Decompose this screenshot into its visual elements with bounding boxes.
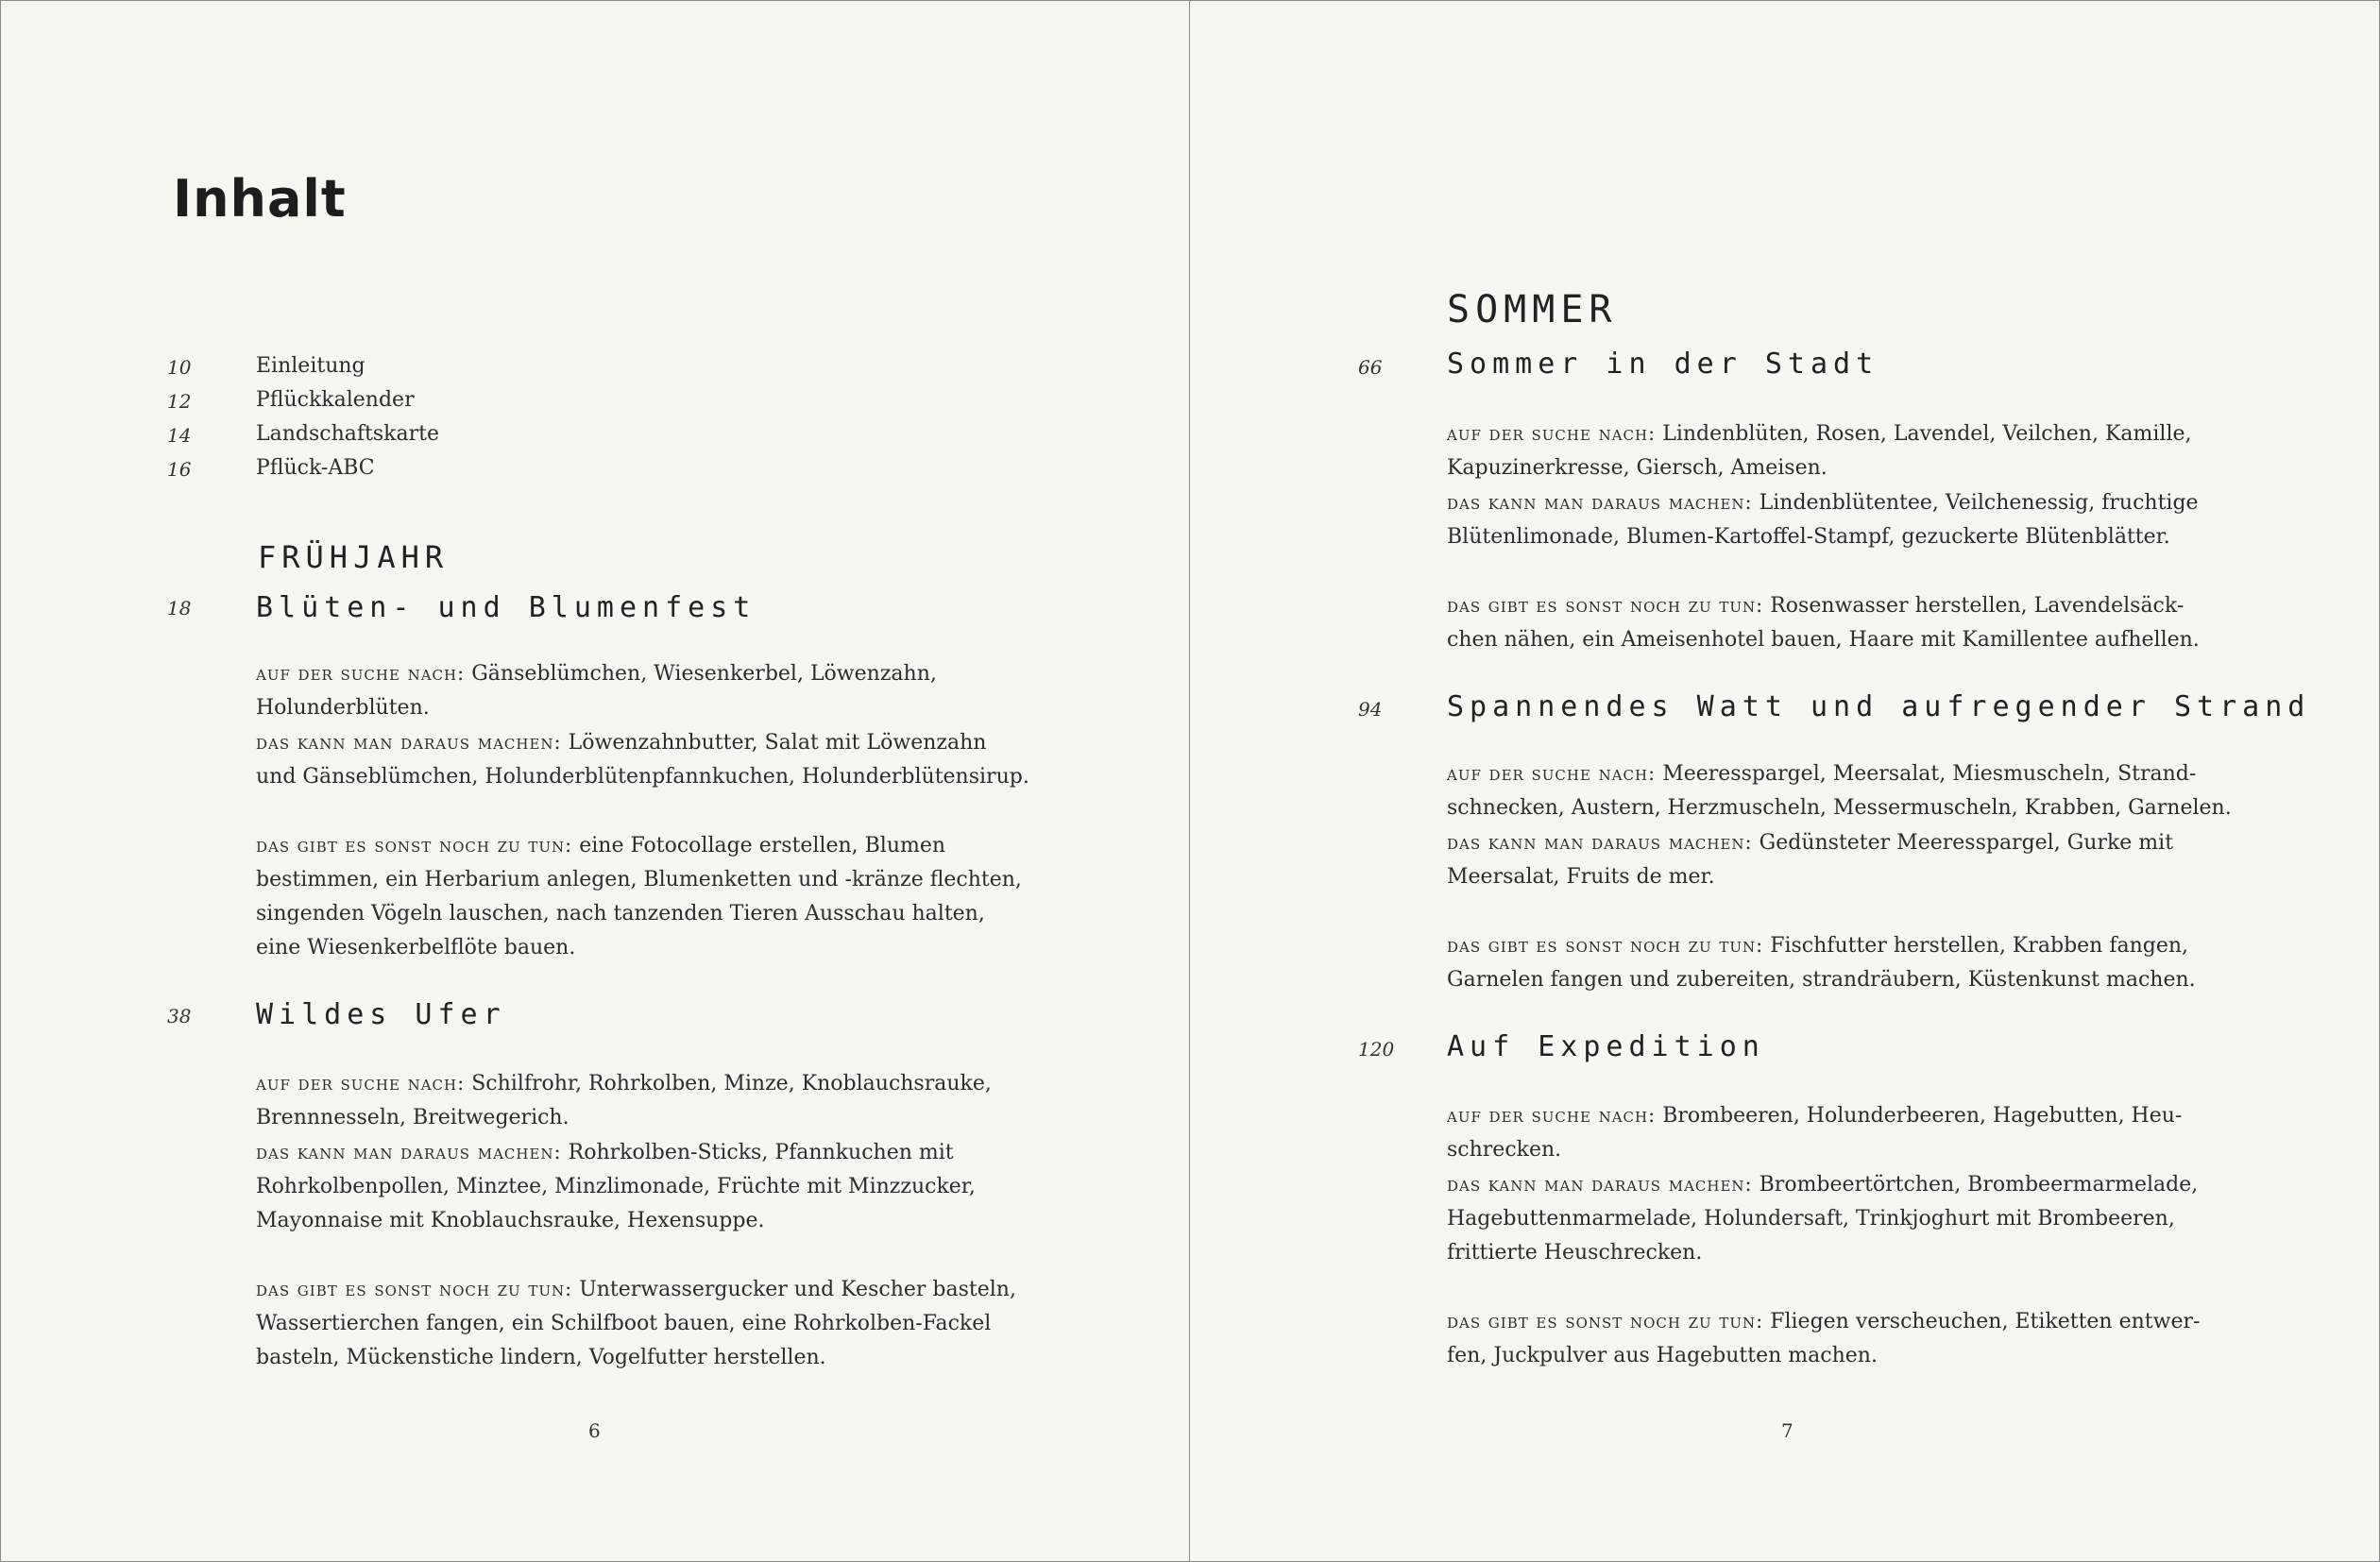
todo-line <box>1447 1304 2297 1339</box>
text-line: schrecken. <box>1447 1138 1562 1162</box>
text-line: Gänseblümchen, Wiesenkerbel, Löwenzahn, <box>471 662 937 686</box>
text-line: Mayonnaise mit Knoblauchsrauke, Hexensuppe. <box>256 1209 765 1232</box>
make-label: das kann man daraus machen: <box>1447 831 1753 854</box>
toc-entry-pflueck-abc[interactable]: Pflück-ABC <box>256 456 375 480</box>
chapter-description <box>1447 416 2297 657</box>
page-number: 7 <box>1781 1419 1794 1442</box>
chapter-title-sommer-in-der-stadt[interactable]: Sommer in der Stadt <box>1447 348 1879 381</box>
make-label: das kann man daraus machen: <box>1447 491 1753 514</box>
todo-label: das gibt es sonst noch zu tun: <box>1447 934 1764 957</box>
text-line: Garnelen fangen und zubereiten, strandräubern, Küstenkunst machen. <box>1447 968 2196 992</box>
text-line: Rosenwasser herstellen, Lavendelsäck- <box>1770 594 2184 618</box>
chapter-page-number: 18 <box>167 597 192 620</box>
toc-entry-pflueckkalender[interactable]: Pflückkalender <box>256 388 415 412</box>
text-line: Kapuzinerkresse, Giersch, Ameisen. <box>1447 456 1828 480</box>
text-line: Blütenlimonade, Blumen-Kartoffel-Stampf, gezuckerte Blütenblätter. <box>1447 525 2170 549</box>
chapter-title-auf-expedition[interactable]: Auf Expedition <box>1447 1030 1765 1063</box>
make-label: das kann man daraus machen: <box>1447 1173 1753 1196</box>
text-line: singenden Vögeln lauschen, nach tanzenden Tieren Ausschau halten, <box>256 902 985 925</box>
search-label: auf der suche nach: <box>1447 422 1657 445</box>
chapter-description <box>256 1066 1106 1375</box>
search-label: auf der suche nach: <box>256 1072 466 1095</box>
toc-page-number: 14 <box>167 424 192 447</box>
text-line: chen nähen, ein Ameisenhotel bauen, Haare mit Kamillentee aufhellen. <box>1447 628 2200 652</box>
text-line: eine Fotocollage erstellen, Blumen <box>579 834 946 857</box>
text-line: Rohrkolben-Sticks, Pfannkuchen mit <box>568 1141 954 1164</box>
text-line: und Gänseblümchen, Holunderblütenpfannkuchen, Holunderblütensirup. <box>256 765 1029 789</box>
text-line: Löwenzahnbutter, Salat mit Löwenzahn <box>568 731 987 755</box>
toc-page-number: 10 <box>167 356 192 379</box>
todo-label: das gibt es sonst noch zu tun: <box>1447 594 1764 617</box>
text-line: frittierte Heuschrecken. <box>1447 1241 1703 1265</box>
chapter-description <box>1447 1098 2297 1373</box>
text-line: Wassertierchen fangen, ein Schilfboot bauen, eine Rohrkolben-Fackel <box>256 1312 992 1335</box>
todo-label: das gibt es sonst noch zu tun: <box>256 834 573 857</box>
text-line: schnecken, Austern, Herzmuscheln, Messermuscheln, Krabben, Garnelen. <box>1447 796 2232 820</box>
text-line: Brennnesseln, Breitwegerich. <box>256 1106 570 1129</box>
text-line: Rohrkolbenpollen, Minztee, Minzlimonade, Früchte mit Minzzucker, <box>256 1175 976 1198</box>
chapter-description <box>1447 756 2297 997</box>
chapter-page-number: 120 <box>1358 1038 1395 1061</box>
text-line: bestimmen, ein Herbarium anlegen, Blumenketten und -kränze flechten, <box>256 868 1022 891</box>
chapter-page-number: 94 <box>1358 698 1383 721</box>
todo-line <box>256 828 1106 863</box>
chapter-page-number: 66 <box>1358 356 1383 379</box>
todo-label: das gibt es sonst noch zu tun: <box>256 1278 573 1300</box>
make-line <box>256 725 1106 760</box>
toc-entry-landschaftskarte[interactable]: Landschaftskarte <box>256 422 439 446</box>
text-line: Brombeertörtchen, Brombeermarmelade, <box>1759 1173 2199 1197</box>
make-line <box>1447 1167 2297 1202</box>
text-line: Gedünsteter Meeresspargel, Gurke mit <box>1759 831 2174 855</box>
chapter-description <box>256 656 1106 965</box>
search-line <box>1447 756 2297 791</box>
todo-label: das gibt es sonst noch zu tun: <box>1447 1310 1764 1333</box>
text-line: Brombeeren, Holunderbeeren, Hagebutten, Heu- <box>1662 1104 2183 1128</box>
search-line <box>256 656 1106 691</box>
make-label: das kann man daraus machen: <box>256 731 562 754</box>
make-line <box>256 1135 1106 1170</box>
text-line: Fischfutter herstellen, Krabben fangen, <box>1770 934 2189 958</box>
season-heading-sommer: SOMMER <box>1447 288 1618 331</box>
text-line: Hagebuttenmarmelade, Holundersaft, Trinkjoghurt mit Brombeeren, <box>1447 1207 2175 1231</box>
toc-page-number: 16 <box>167 458 192 481</box>
search-label: auf der suche nach: <box>1447 1104 1657 1127</box>
todo-line <box>1447 928 2297 963</box>
text-line: Unterwassergucker und Kescher basteln, <box>579 1278 1016 1301</box>
page-title: Inhalt <box>173 169 347 229</box>
page-number: 6 <box>588 1419 601 1442</box>
text-line: Fliegen verscheuchen, Etiketten entwer- <box>1770 1310 2201 1333</box>
chapter-title-wildes-ufer[interactable]: Wildes Ufer <box>256 998 506 1031</box>
text-line: eine Wiesenkerbelflöte bauen. <box>256 936 576 959</box>
search-label: auf der suche nach: <box>1447 762 1657 785</box>
right-page <box>1189 0 2380 1562</box>
text-line: basteln, Mückenstiche lindern, Vogelfutter herstellen. <box>256 1346 826 1369</box>
toc-entry-einleitung[interactable]: Einleitung <box>256 354 366 378</box>
text-line: Meersalat, Fruits de mer. <box>1447 865 1715 889</box>
search-line <box>256 1066 1106 1101</box>
search-label: auf der suche nach: <box>256 662 466 685</box>
todo-line <box>256 1272 1106 1307</box>
text-line: fen, Juckpulver aus Hagebutten machen. <box>1447 1344 1878 1367</box>
search-line <box>1447 416 2297 451</box>
text-line: Holunderblüten. <box>256 696 430 720</box>
search-line <box>1447 1098 2297 1133</box>
text-line: Schilfrohr, Rohrkolben, Minze, Knoblauchsrauke, <box>471 1072 992 1095</box>
season-heading-fruehjahr: FRÜHJAHR <box>258 539 450 575</box>
todo-line <box>1447 588 2297 623</box>
text-line: Meeresspargel, Meersalat, Miesmuscheln, Strand- <box>1662 762 2197 786</box>
text-line: Lindenblütentee, Veilchenessig, fruchtige <box>1759 491 2199 515</box>
chapter-title-spannendes-watt[interactable]: Spannendes Watt und aufregender Strand <box>1447 690 2311 723</box>
make-line <box>1447 825 2297 860</box>
toc-page-number: 12 <box>167 390 192 413</box>
make-label: das kann man daraus machen: <box>256 1141 562 1163</box>
chapter-title-blueten-und-blumenfest[interactable]: Blüten- und Blumenfest <box>256 591 756 624</box>
chapter-page-number: 38 <box>167 1005 192 1027</box>
make-line <box>1447 485 2297 520</box>
text-line: Lindenblüten, Rosen, Lavendel, Veilchen, Kamille, <box>1662 422 2192 446</box>
